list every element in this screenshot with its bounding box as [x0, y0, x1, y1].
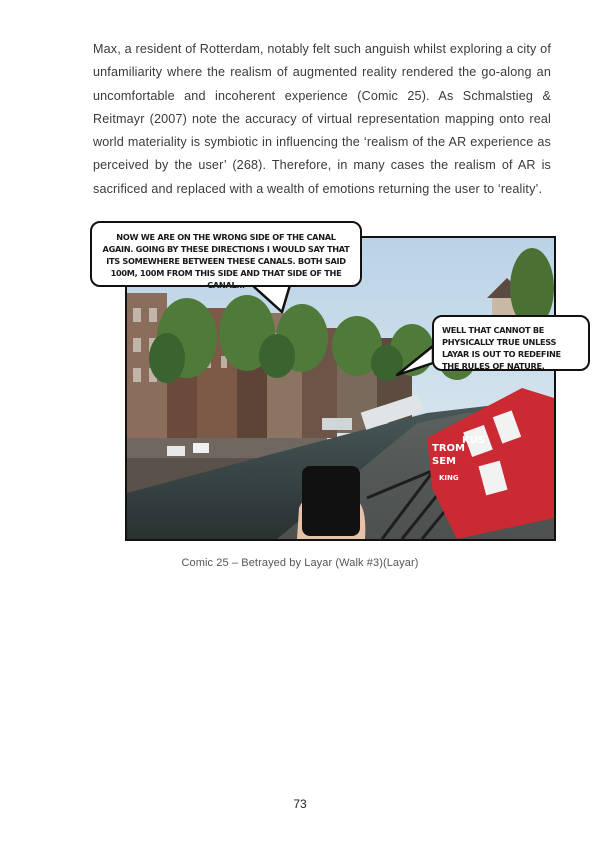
figure-caption: Comic 25 – Betrayed by Layar (Walk #3)(Layar) [181, 557, 419, 569]
page-number: 73 [293, 797, 307, 811]
sticker-text-kus: KUS [462, 435, 485, 446]
speech-bubble-1: NOW WE ARE ON THE WRONG SIDE OF THE CANAL AGAIN. GOING BY THESE DIRECTIONS I WOULD SAY THAT ITS SOMEWHERE BETWEEN THESE CANALS. BOTH SAID 100M, 100M FROM THIS SIDE AND THAT SIDE OF THE CANAL... [90, 221, 362, 287]
sticker-text-king: KING [439, 474, 459, 482]
phone-image [302, 466, 360, 536]
speech-bubble-2-tail [395, 343, 435, 378]
speech-bubble-1-tail [250, 284, 296, 314]
sticker-text-trom: TROM [432, 443, 465, 454]
speech-bubble-2: WELL THAT CANNOT BE PHYSICALLY TRUE UNLESS LAYAR IS OUT TO REDEFINE THE RULES OF NATURE. [432, 315, 590, 371]
sticker-text-sem: SEM [432, 456, 456, 467]
body-paragraph: Max, a resident of Rotterdam, notably felt such anguish whilst exploring a city of unfamiliarity where the realism of augmented reality rendered the go-along an uncomfortable and incoherent experience (Comic 25). As Schmalstieg & Reitmayr (2007) note the accuracy of virtual representation mapping onto real world materiality is symbiotic in influencing the ‘realism of the AR experience as perceived by the user’ (268). Therefore, in many cases the realism of AR is sacrificed and replaced with a wealth of emotions returning the user to ‘reality’. [93, 42, 551, 196]
